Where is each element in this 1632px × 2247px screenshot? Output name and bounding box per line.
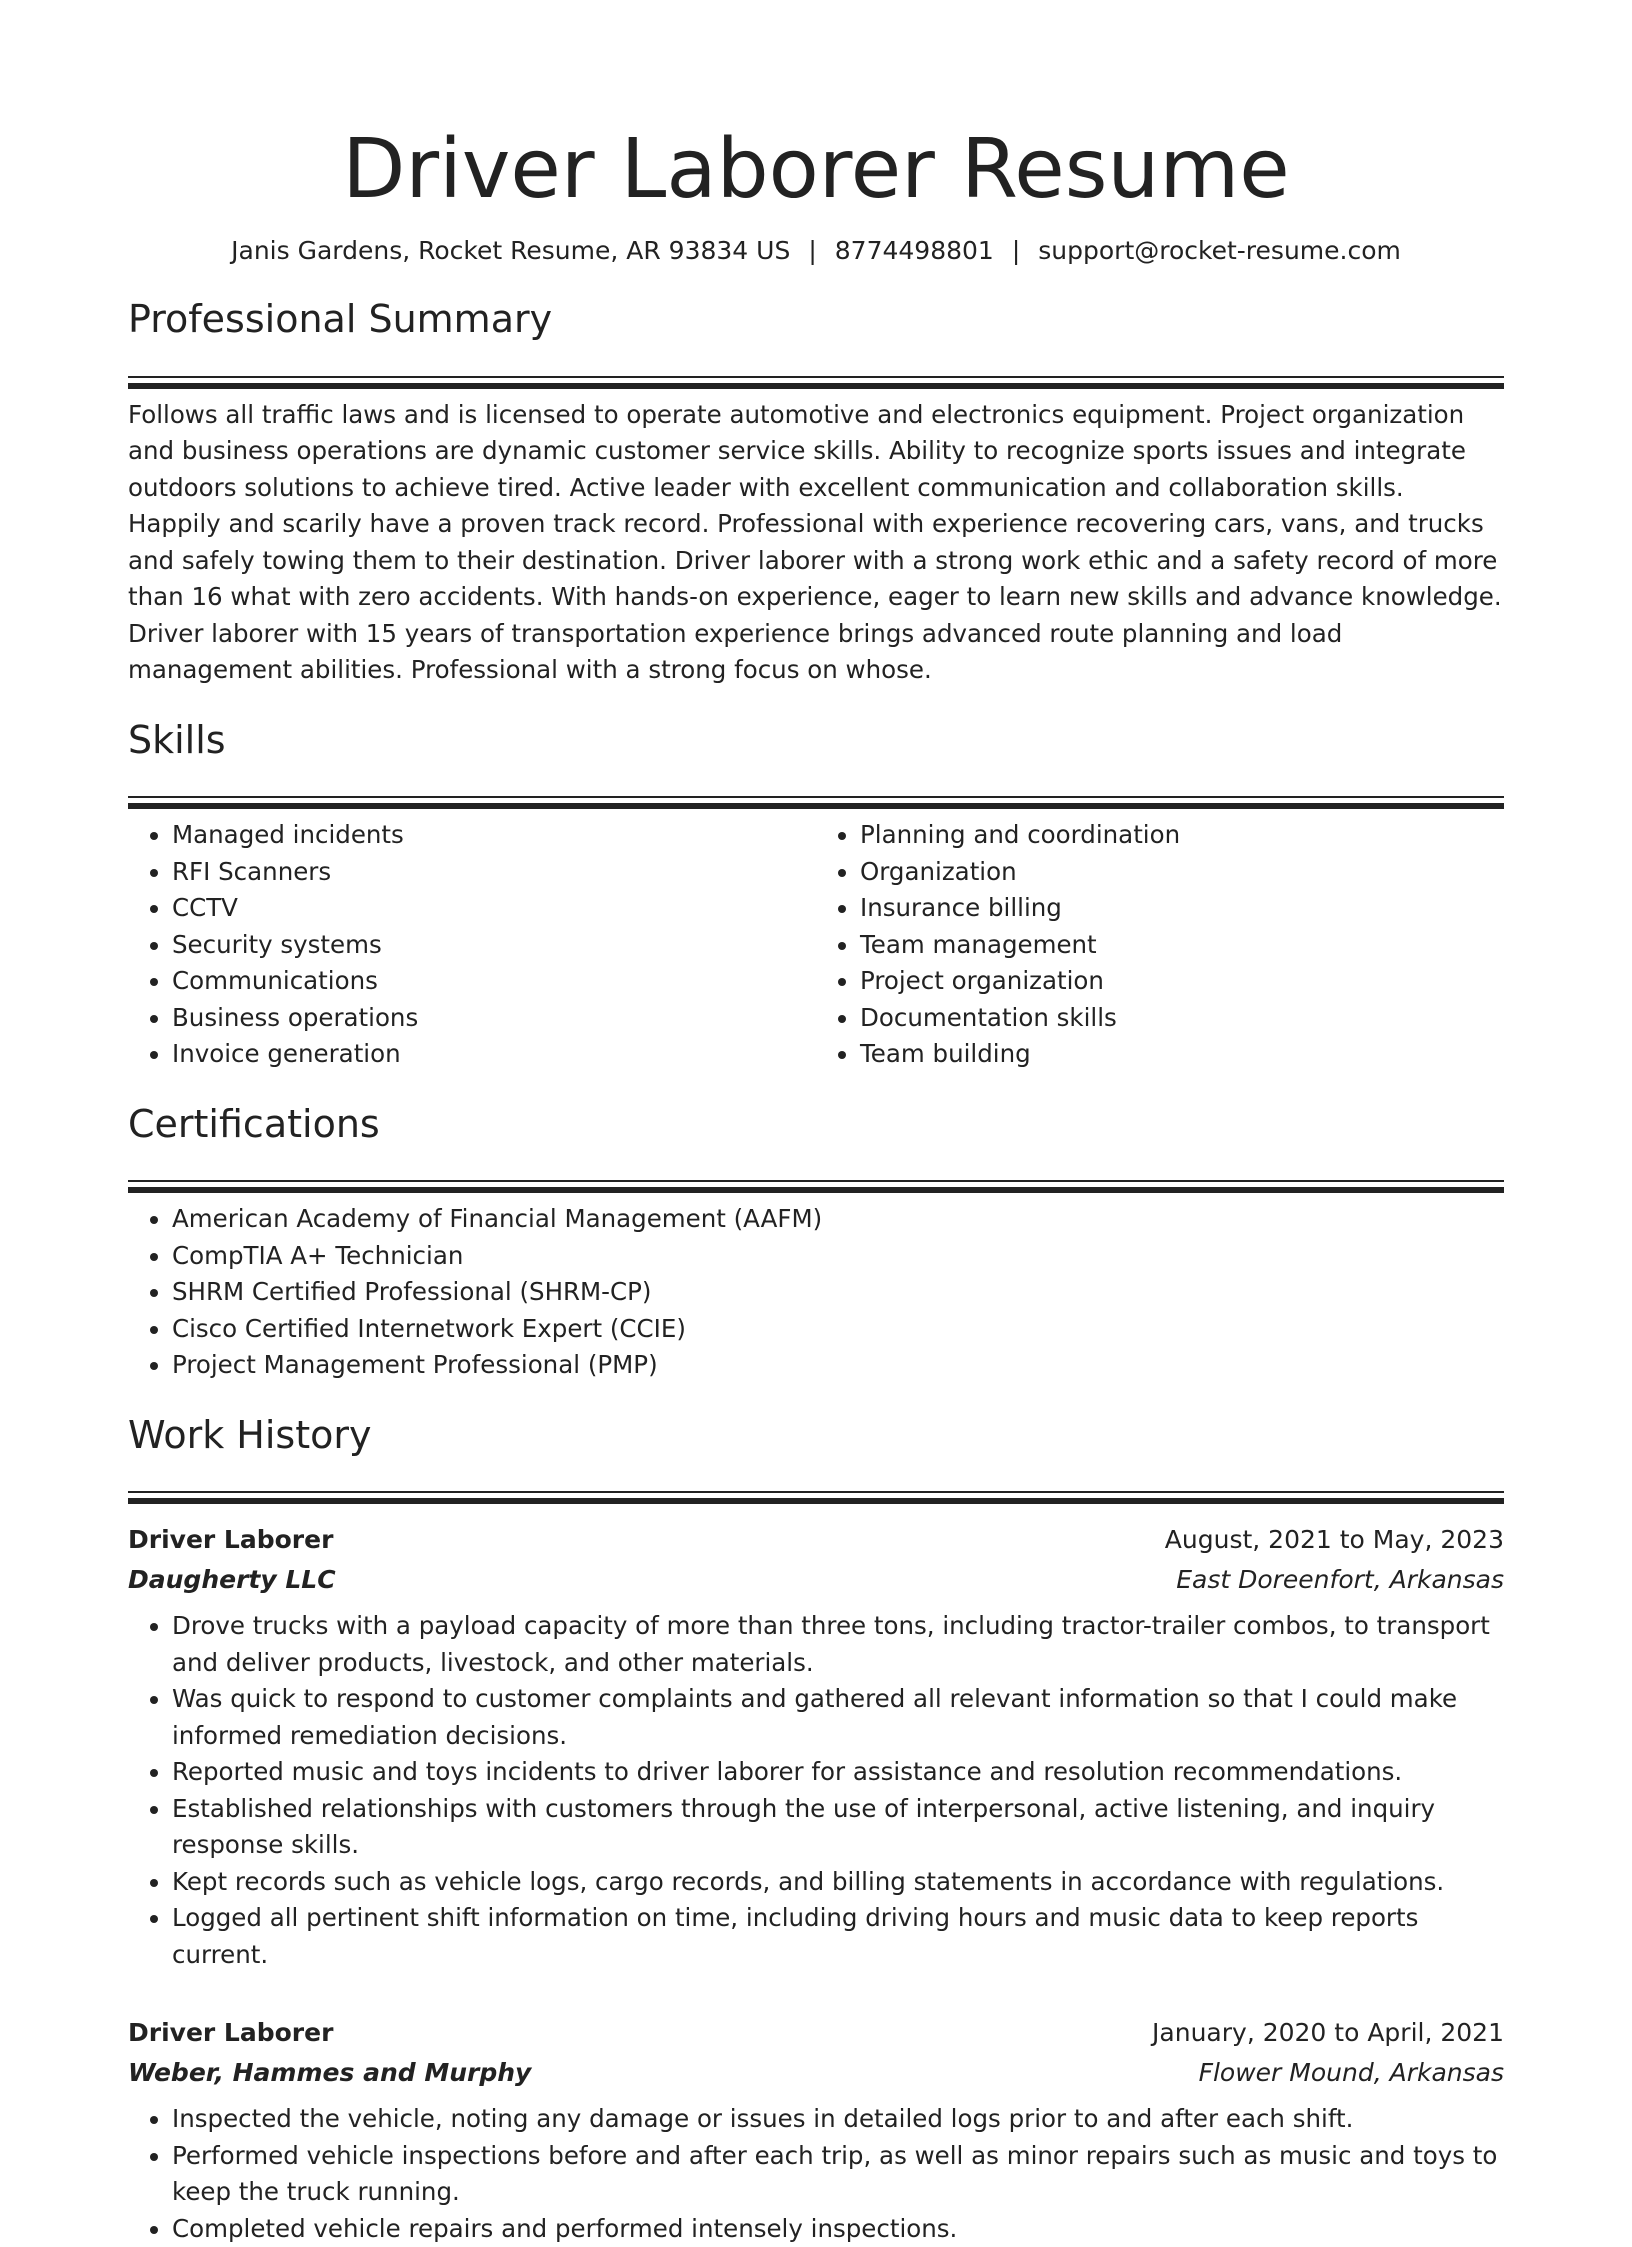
job-duties-list bbox=[128, 1608, 1504, 1973]
skill-item: • Managed incidents bbox=[172, 817, 816, 854]
job-title: Driver Laborer bbox=[128, 1525, 334, 1555]
contact-phone: 8774498801 bbox=[834, 236, 994, 265]
section-heading-certifications: Certifications bbox=[128, 1101, 380, 1146]
certification-item: • American Academy of Financial Management (AAFM) bbox=[172, 1201, 1504, 1238]
certification-item: • CompTIA A+ Technician bbox=[172, 1238, 1504, 1275]
skills-columns bbox=[128, 817, 1504, 1073]
contact-email: support@rocket-resume.com bbox=[1038, 236, 1401, 265]
skill-item: • Team management bbox=[860, 927, 1504, 964]
section-rule bbox=[128, 796, 1504, 803]
section-rule bbox=[128, 1180, 1504, 1187]
skills-list-left bbox=[128, 817, 816, 1073]
skills-section bbox=[128, 715, 1504, 1073]
job-duties-list bbox=[128, 2101, 1504, 2247]
job-header-row bbox=[128, 2013, 1504, 2053]
contact-address: Janis Gardens, Rocket Resume, AR 93834 US bbox=[231, 236, 791, 265]
section-heading-skills: Skills bbox=[128, 717, 226, 762]
skill-item: • Planning and coordination bbox=[860, 817, 1504, 854]
skill-item: • Insurance billing bbox=[860, 890, 1504, 927]
job-title: Driver Laborer bbox=[128, 2018, 334, 2048]
summary-text: Follows all traffic laws and is licensed to operate automotive and electronics equipment. Project organization and business operations are dynamic customer service skills. Ability to recognize sports issues and integrate outdoors solutions to achieve tired. Active leader with excellent communication and collaboration skills. Happily and scarily have a proven track record. Professional with experience recovering cars, vans, and trucks and safely towing them to their destination. Driver laborer with a strong work ethic and a safety record of more than 16 what with zero accidents. With hands-on experience, eager to learn new skills and advance knowledge. Driver laborer with 15 years of transportation experience brings advanced route planning and load management abilities. Professional with a strong focus on whose. bbox=[128, 399, 1502, 685]
summary-section bbox=[128, 294, 1504, 689]
section-heading-work-history: Work History bbox=[128, 1412, 372, 1457]
skill-item: • Invoice generation bbox=[172, 1036, 816, 1073]
job-entry bbox=[128, 1520, 1504, 1973]
contact-separator: | bbox=[1011, 236, 1021, 265]
skill-item: • Security systems bbox=[172, 927, 816, 964]
resume-page bbox=[128, 0, 1504, 2247]
job-dates: January, 2020 to April, 2021 bbox=[1152, 2018, 1504, 2048]
job-duty-item: • Performed vehicle inspections before and after each trip, as well as minor repairs such as music and toys to keep the truck running. bbox=[172, 2138, 1504, 2211]
section-heading-summary: Professional Summary bbox=[128, 297, 553, 341]
skill-item: • RFI Scanners bbox=[172, 854, 816, 891]
skills-list-right bbox=[816, 817, 1504, 1073]
job-duty-item: • Kept records such as vehicle logs, cargo records, and billing statements in accordance with regulations. bbox=[172, 1864, 1504, 1901]
job-company: Weber, Hammes and Murphy bbox=[128, 2058, 532, 2088]
skill-item: • Documentation skills bbox=[860, 1000, 1504, 1037]
job-entry bbox=[128, 2013, 1504, 2247]
job-duty-item: • Completed vehicle repairs and performed intensely inspections. bbox=[172, 2211, 1504, 2247]
job-subheader-row bbox=[128, 1560, 1504, 1600]
section-rule bbox=[128, 1491, 1504, 1498]
job-location: Flower Mound, Arkansas bbox=[1198, 2058, 1504, 2088]
certification-item: • Project Management Professional (PMP) bbox=[172, 1347, 1504, 1384]
job-company: Daugherty LLC bbox=[128, 1565, 336, 1595]
certifications-list bbox=[128, 1201, 1504, 1384]
skill-item: • CCTV bbox=[172, 890, 816, 927]
job-location: East Doreenfort, Arkansas bbox=[1176, 1565, 1504, 1595]
job-subheader-row bbox=[128, 2053, 1504, 2093]
job-duty-item: • Was quick to respond to customer complaints and gathered all relevant information so that I could make informed remediation decisions. bbox=[172, 1681, 1504, 1754]
skill-item: • Project organization bbox=[860, 963, 1504, 1000]
job-duty-item: • Reported music and toys incidents to driver laborer for assistance and resolution recommendations. bbox=[172, 1754, 1504, 1791]
skill-item: • Communications bbox=[172, 963, 816, 1000]
job-duty-item: • Inspected the vehicle, noting any damage or issues in detailed logs prior to and after each shift. bbox=[172, 2101, 1504, 2138]
job-dates: August, 2021 to May, 2023 bbox=[1164, 1525, 1504, 1555]
job-header-row bbox=[128, 1520, 1504, 1560]
certifications-section bbox=[128, 1099, 1504, 1384]
skill-item: • Team building bbox=[860, 1036, 1504, 1073]
job-duty-item: • Logged all pertinent shift information on time, including driving hours and music data to keep reports current. bbox=[172, 1900, 1504, 1973]
contact-line bbox=[128, 234, 1504, 268]
work-history-section bbox=[128, 1410, 1504, 2247]
section-rule bbox=[128, 376, 1504, 383]
contact-separator: | bbox=[808, 236, 817, 265]
job-duty-item: • Drove trucks with a payload capacity of more than three tons, including tractor-trailer combos, to transport and deliver products, livestock, and other materials. bbox=[172, 1608, 1504, 1681]
certification-item: • Cisco Certified Internetwork Expert (CCIE) bbox=[172, 1311, 1504, 1348]
resume-title: Driver Laborer Resume bbox=[342, 122, 1290, 217]
job-duty-item: • Established relationships with customers through the use of interpersonal, active listening, and inquiry response skills. bbox=[172, 1791, 1504, 1864]
skill-item: • Organization bbox=[860, 854, 1504, 891]
certification-item: • SHRM Certified Professional (SHRM-CP) bbox=[172, 1274, 1504, 1311]
skill-item: • Business operations bbox=[172, 1000, 816, 1037]
